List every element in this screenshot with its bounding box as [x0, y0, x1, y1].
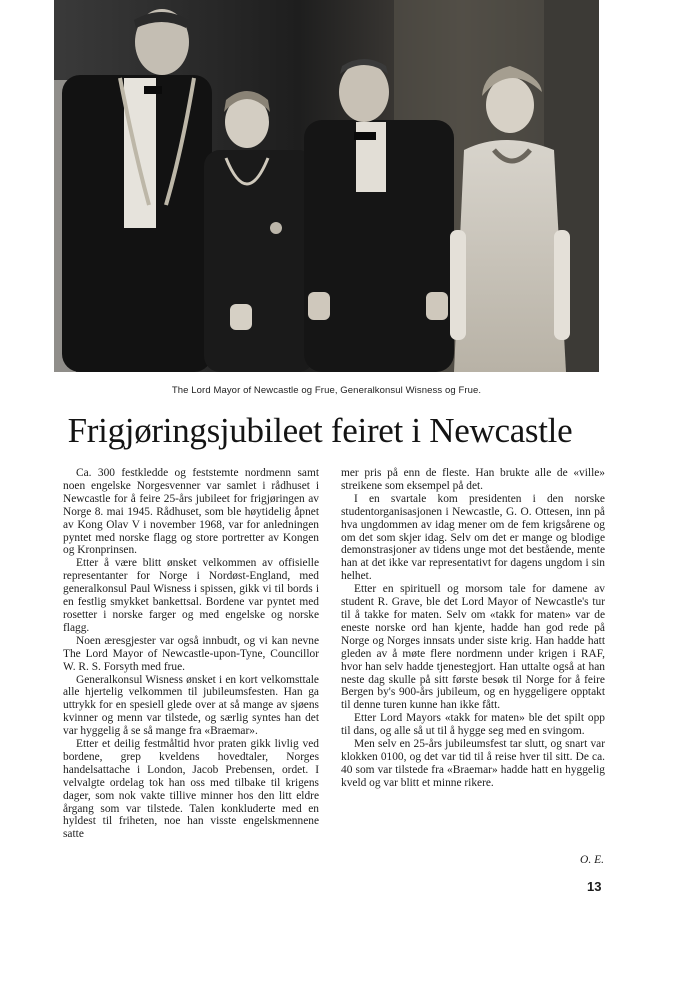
paragraph: Etter en spirituell og morsom tale for damene av student R. Grave, ble det Lord Mayor of Newcastle's tur til å takke for maten. Selv om «takk for maten» var de eneste norske ord han kjente, hadde han god rede på Norge og Norges innsats under siste krig. Han hadde hatt gleden av å møte flere nordmenn under krigen i RAF, hvor han selv hadde tjenestegjort. Han uttalte også at han neste dag skulle på sitt første besøk til Norge for å feire Bergen by's 900-års jubileum, og en hyggeligere opptakt til denne turen kunne han ikke fått. — [341, 583, 605, 712]
article-column-right — [341, 467, 605, 790]
photo-caption: The Lord Mayor of Newcastle og Frue, Generalkonsul Wisness og Frue. — [171, 385, 482, 396]
paragraph: Etter å være blitt ønsket velkommen av offisielle representanter for Norge i Nordøst-England, med generalkonsul Paul Wisness i spissen, gikk vi til bords i en festlig smykket bankettsal. Bordene var pyntet med rosetter i norske farger og med engelske og norske flagg. — [63, 557, 319, 634]
paragraph: Ca. 300 festkledde og feststemte nordmenn samt noen engelske Norgesvenner var samlet i rådhuset i Newcastle for å feire 25-års jubileet for frigjøringen av Norge 8. mai 1945. Rådhuset, som ble høytidelig åpnet av Kong Olav V i november 1968, var for anledningen pyntet med norske flagg og store portretter av Kongen og Kronprinsen. — [63, 467, 319, 557]
paragraph: Generalkonsul Wisness ønsket i en kort velkomsttale alle hjertelig velkommen til jubileumsfesten. Han ga uttrykk for en spesiell glede over at så mange av sjøens kvinner og menn var tilstede, og særlig syntes han det var hyggelig å se så mange fra «Braemar». — [63, 673, 319, 738]
group-photo — [54, 0, 599, 372]
paragraph: Noen æresgjester var også innbudt, og vi kan nevne The Lord Mayor of Newcastle-upon-Tyne, Councillor W. R. S. Forsyth med frue. — [63, 634, 319, 673]
page-number: 13 — [587, 879, 602, 894]
article-headline: Frigjøringsjubileet feiret i Newcastle — [67, 411, 573, 450]
paragraph: Men selv en 25-års jubileumsfest tar slutt, og snart var klokken 0100, og det var tid til å reise hver til sitt. De ca. 40 som var tilstede fra «Braemar» hadde hatt en hyggelig kveld og var blitt et minne rikere. — [341, 738, 605, 789]
paragraph: Etter Lord Mayors «takk for maten» ble det spilt opp til dans, og alle så ut til å hygge seg med en svingom. — [341, 712, 605, 738]
paragraph: I en svartale kom presidenten i den norske studentorganisasjonen i Newcastle, G. O. Ottesen, inn på hva ungdommen av idag mener om de fem krigsårene og om det som skjer idag. Selv om det er mange og blodige demonstrasjoner av tidens unge mot det bestående, mente han at det ikke var representativt for dagens ungdom i sin helhet. — [341, 492, 605, 583]
paragraph: mer pris på enn de fleste. Han brukte alle de «ville» streikene som eksempel på det. — [341, 467, 605, 492]
author-signature: O. E. — [580, 854, 604, 866]
paragraph: Etter et deilig festmåltid hvor praten gikk livlig ved bordene, grep kveldens hovedtaler, Norges handelsattache i London, Jacob Prebensen, ordet. I velvalgte ordelag tok han oss med tilbake til krigens dager, som nok vakte tillive minner hos den litt eldre årgang som var tilstede. Talen konkluderte med en hyldest til friheten, noe han visste engelskmennene satte — [63, 738, 319, 841]
article-column-left — [63, 467, 319, 841]
